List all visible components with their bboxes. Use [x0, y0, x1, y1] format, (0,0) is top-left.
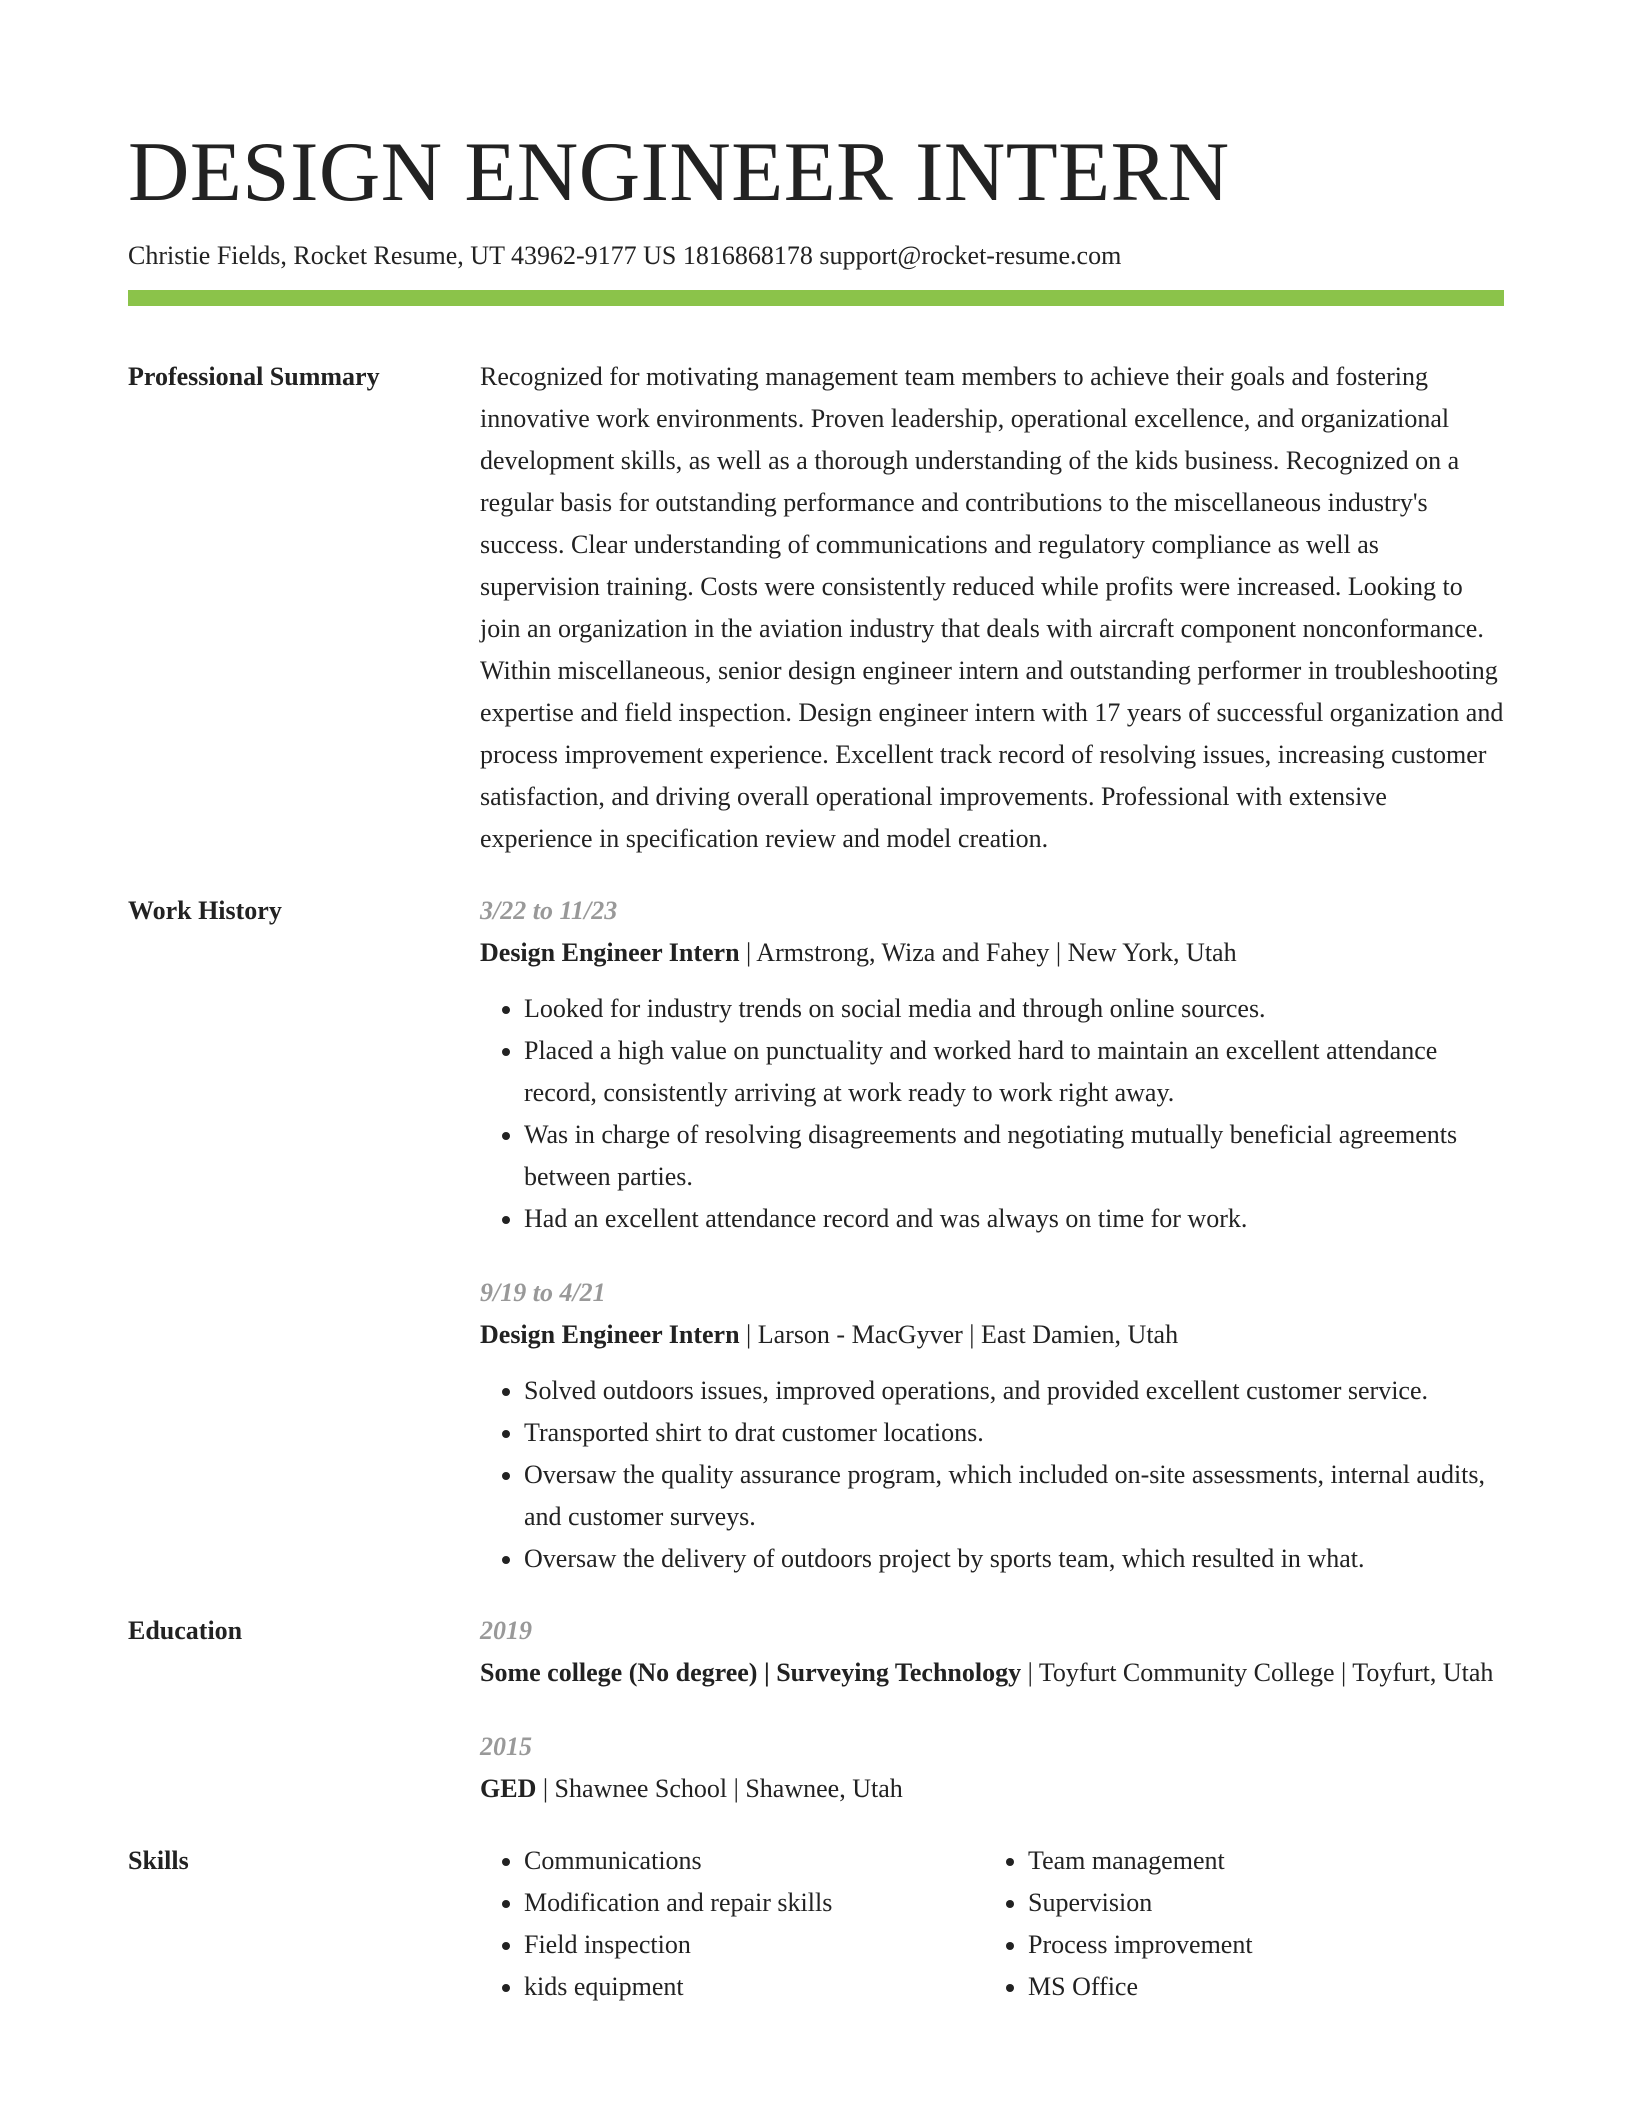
job-details: | Larson - MacGyver | East Damien, Utah: [739, 1320, 1179, 1349]
education-details: | Toyfurt Community College | Toyfurt, Utah: [1021, 1658, 1494, 1687]
section-label-skills: Skills: [128, 1846, 189, 1875]
job-heading: [480, 932, 1504, 974]
education-year: 2015: [480, 1732, 532, 1761]
accent-divider: [128, 290, 1504, 306]
education-entry: [480, 1726, 1504, 1810]
education-entry: [480, 1610, 1504, 1694]
section-label-education: Education: [128, 1616, 243, 1645]
contact-line: Christie Fields, Rocket Resume, UT 43962-9177 US 1816868178 support@rocket-resume.com: [128, 241, 1122, 270]
education-heading: [480, 1768, 1504, 1810]
job-bullet: • Oversaw the quality assurance program, which included on-site assessments, internal audits, and customer surveys.: [524, 1454, 1504, 1538]
job-bullet: • Was in charge of resolving disagreements and negotiating mutually beneficial agreements between parties.: [524, 1114, 1504, 1198]
skill-item: • MS Office: [1028, 1966, 1488, 2008]
job-heading: [480, 1314, 1504, 1356]
section-label-summary: Professional Summary: [128, 362, 380, 391]
skills-section: [128, 1840, 1504, 2008]
skill-item: • Field inspection: [524, 1924, 984, 1966]
job-bullet: • Had an excellent attendance record and was always on time for work.: [524, 1198, 1504, 1240]
work-history-entries: [480, 890, 1504, 1580]
education-section: [128, 1610, 1504, 1810]
job-role: Design Engineer Intern: [480, 938, 740, 967]
resume-page: [128, 0, 1504, 2008]
education-entries: [480, 1610, 1504, 1810]
job-bullets: [480, 988, 1504, 1240]
section-label-work-history: Work History: [128, 896, 282, 925]
job-bullet: • Oversaw the delivery of outdoors project by sports team, which resulted in what.: [524, 1538, 1504, 1580]
education-degree: GED: [480, 1774, 537, 1803]
skills-columns: [480, 1840, 1504, 2008]
job-bullet: • Transported shirt to drat customer locations.: [524, 1412, 1504, 1454]
resume-title: DESIGN ENGINEER INTERN: [128, 125, 1230, 219]
education-details: | Shawnee School | Shawnee, Utah: [536, 1774, 903, 1803]
job-bullet: • Looked for industry trends on social media and through online sources.: [524, 988, 1504, 1030]
job-bullets: [480, 1370, 1504, 1580]
skill-item: • Team management: [1028, 1840, 1488, 1882]
skills-list-right: [984, 1840, 1488, 2008]
skill-item: • Communications: [524, 1840, 984, 1882]
job-role: Design Engineer Intern: [480, 1320, 740, 1349]
job-bullet: • Placed a high value on punctuality and worked hard to maintain an excellent attendance record, consistently arriving at work ready to work right away.: [524, 1030, 1504, 1114]
work-history-section: [128, 890, 1504, 1580]
job-dates: 9/19 to 4/21: [480, 1278, 606, 1307]
education-degree: Some college (No degree) | Surveying Technology: [480, 1658, 1022, 1687]
skill-item: • Process improvement: [1028, 1924, 1488, 1966]
education-year: 2019: [480, 1616, 532, 1645]
skills-list-left: [480, 1840, 984, 2008]
job-entry: [480, 1272, 1504, 1580]
summary-text: Recognized for motivating management team members to achieve their goals and fostering innovative work environments. Proven leadership, operational excellence, and organizational development skills, as well as a thorough understanding of the kids business. Recognized on a regular basis for outstanding performance and contributions to the miscellaneous industry's success. Clear understanding of communications and regulatory compliance as well as supervision training. Costs were consistently reduced while profits were increased. Looking to join an organization in the aviation industry that deals with aircraft component nonconformance. Within miscellaneous, senior design engineer intern and outstanding performer in troubleshooting expertise and field inspection. Design engineer intern with 17 years of successful organization and process improvement experience. Excellent track record of resolving issues, increasing customer satisfaction, and driving overall operational improvements. Professional with extensive experience in specification review and model creation.: [480, 362, 1504, 853]
job-bullet: • Solved outdoors issues, improved operations, and provided excellent customer service.: [524, 1370, 1504, 1412]
skill-item: • Supervision: [1028, 1882, 1488, 1924]
job-details: | Armstrong, Wiza and Fahey | New York, Utah: [739, 938, 1237, 967]
skill-item: • Modification and repair skills: [524, 1882, 984, 1924]
job-dates: 3/22 to 11/23: [480, 896, 618, 925]
summary-section: [128, 356, 1504, 860]
education-heading: [480, 1652, 1504, 1694]
skill-item: • kids equipment: [524, 1966, 984, 2008]
job-entry: [480, 890, 1504, 1240]
